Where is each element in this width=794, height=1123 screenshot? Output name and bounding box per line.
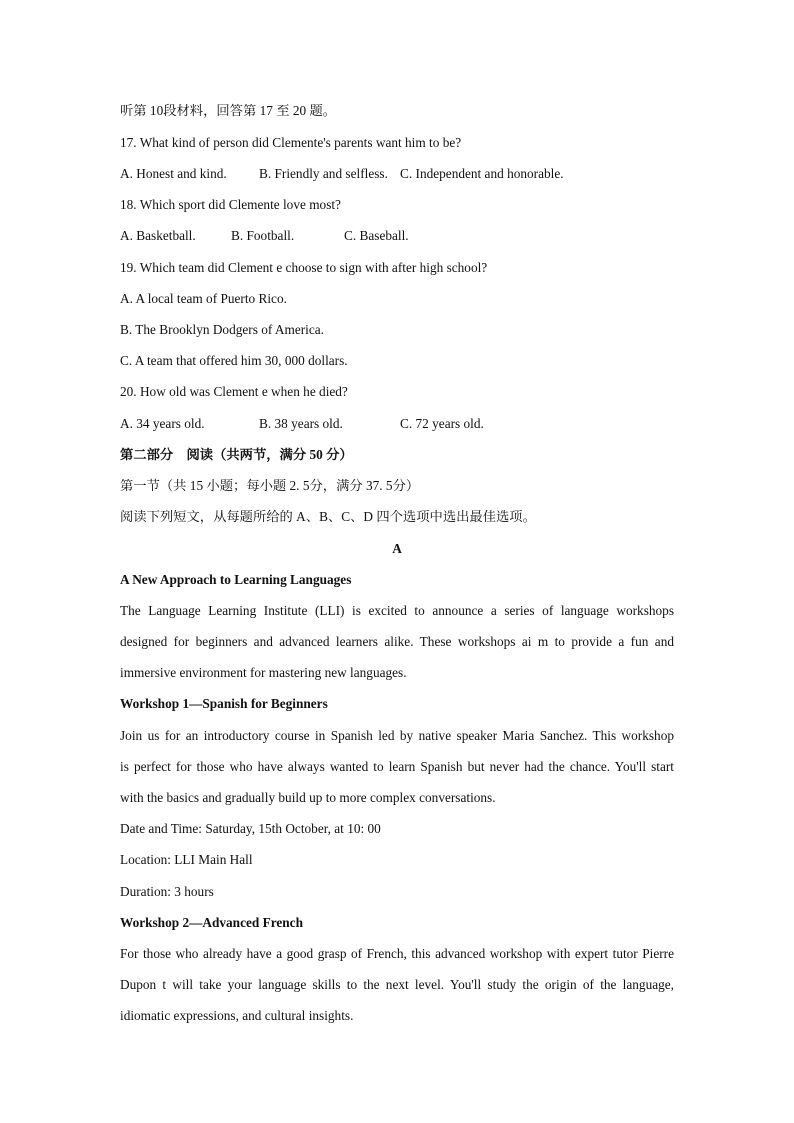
option-18-a: A. Basketball. (120, 228, 196, 243)
question-17-options (120, 165, 564, 183)
passage-letter: A (392, 541, 402, 556)
workshop-1-line-3: with the basics and gradually build up to more complex conversations. (120, 790, 496, 805)
workshop-2-line-3: idiomatic expressions, and cultural insights. (120, 1008, 354, 1023)
question-20: 20. How old was Clement e when he died? (120, 384, 348, 399)
option-19-c: C. A team that offered him 30, 000 dollars. (120, 353, 348, 368)
option-17-c: C. Independent and honorable. (400, 166, 564, 181)
workshop-1-date-time: Date and Time: Saturday, 15th October, at 10: 00 (120, 821, 381, 836)
passage-title: A New Approach to Learning Languages (120, 572, 352, 587)
option-17-a: A. Honest and kind. (120, 166, 227, 181)
workshop-1-location: Location: LLI Main Hall (120, 852, 253, 867)
listening-intro: 听第 10段材料，回答第 17 至 20 题。 (120, 103, 337, 118)
option-19-a: A. A local team of Puerto Rico. (120, 291, 287, 306)
question-20-options (120, 415, 484, 433)
workshop-1-duration: Duration: 3 hours (120, 884, 214, 899)
option-20-c: C. 72 years old. (400, 416, 484, 431)
workshop-1-title: Workshop 1—Spanish for Beginners (120, 696, 328, 711)
option-18-b: B. Football. (231, 228, 295, 243)
intro-line-3: immersive environment for mastering new languages. (120, 665, 407, 680)
intro-line-1: The Language Learning Institute (LLI) is excited to announce a series of language workshops (120, 603, 674, 618)
workshop-1-line-1: Join us for an introductory course in Spanish led by native speaker Maria Sanchez. This workshop (120, 728, 674, 743)
option-18-c: C. Baseball. (344, 228, 409, 243)
workshop-1-line-2: is perfect for those who have always wanted to learn Spanish but never had the chance. You'll start (120, 759, 674, 774)
workshop-2-title: Workshop 2—Advanced French (120, 915, 303, 930)
question-17: 17. What kind of person did Clemente's parents want him to be? (120, 135, 462, 150)
workshop-2-line-2: Dupon t will take your language skills to the next level. You'll study the origin of the language, (120, 977, 674, 992)
part-two-title: 第二部分 阅读（共两节，满分 50 分） (120, 447, 353, 462)
reading-instruction: 阅读下列短文，从每题所给的 A、B、C、D 四个选项中选出最佳选项。 (120, 509, 536, 524)
intro-line-2: designed for beginners and advanced learners alike. These workshops ai m to provide a fun and (120, 634, 674, 649)
question-19: 19. Which team did Clement e choose to sign with after high school? (120, 260, 488, 275)
section-one-title: 第一节（共 15 小题；每小题 2. 5分，满分 37. 5分） (120, 478, 420, 493)
option-17-b: B. Friendly and selfless. (259, 166, 388, 181)
option-20-a: A. 34 years old. (120, 416, 205, 431)
option-19-b: B. The Brooklyn Dodgers of America. (120, 322, 324, 337)
question-18: 18. Which sport did Clemente love most? (120, 197, 341, 212)
question-18-options (120, 227, 409, 245)
option-20-b: B. 38 years old. (259, 416, 343, 431)
workshop-2-line-1: For those who already have a good grasp of French, this advanced workshop with expert tutor Pierre (120, 946, 674, 961)
